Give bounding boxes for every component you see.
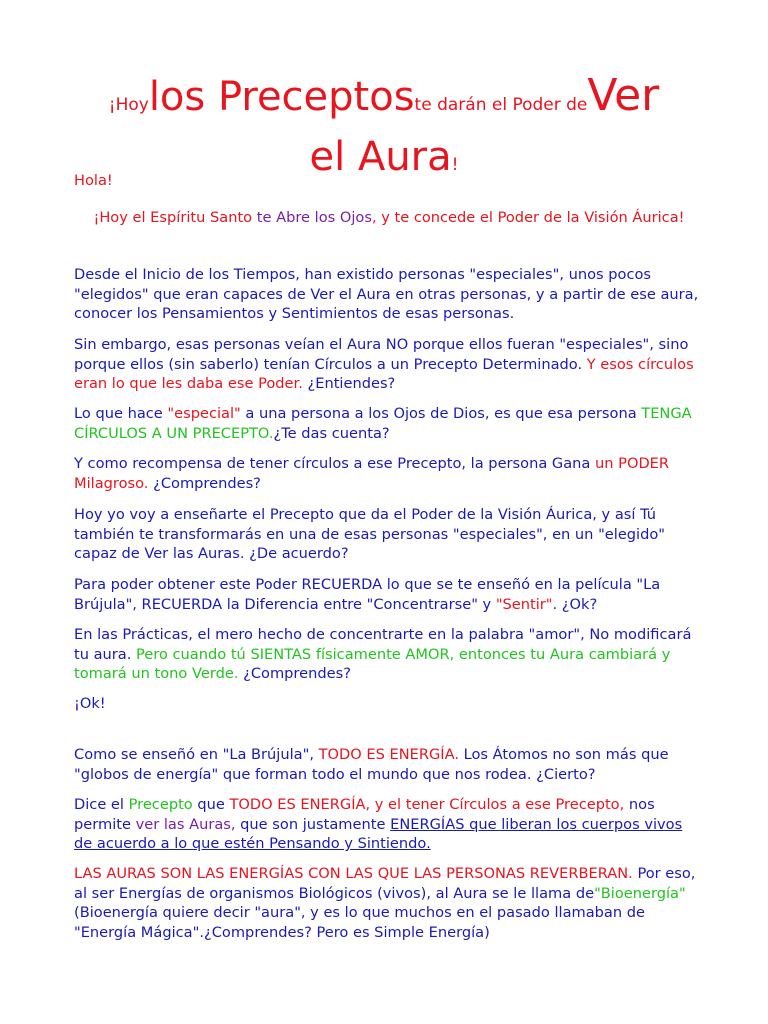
paragraph-text: Los Átomos no son más que "globos de energía" que forman todo el mundo que nos rodea. ¿Cierto?: [74, 746, 669, 783]
paragraph: Hoy yo voy a enseñarte el Precepto que da el Poder de la Visión Áurica, y así Tú también te transformarás en una de esas personas "especiales", en un "elegido" capaz de Ver las Auras. ¿De acuerdo?: [74, 506, 666, 562]
paragraph-text: que son justamente: [235, 815, 386, 833]
paragraph-text: TODO ES ENERGÍA.: [318, 746, 459, 763]
paragraph: Desde el Inicio de los Tiempos, han existido personas "especiales", unos pocos "elegidos" que eran capaces de Ver el Aura en otras personas, y a partir de ese aura, conocer los Pensamientos y Sentimientos de esas personas.: [74, 266, 699, 322]
intro-text: , y te concede: [371, 209, 476, 226]
paragraph-text: "especial": [167, 405, 241, 422]
paragraph-text: Lo que hace: [74, 405, 163, 422]
paragraph-text: nos permite: [74, 796, 655, 833]
paragraph-text: que: [192, 796, 225, 813]
paragraph-text: TODO ES ENERGÍA, y el tener Círculos a ese Precepto,: [229, 796, 625, 813]
paragraph-text: En las Prácticas, el mero hecho de concentrarte en la palabra "amor", No modificará tu aura.: [74, 626, 692, 663]
paragraph-text: ver las Auras,: [135, 815, 236, 833]
paragraph-text: "Sentir": [495, 595, 553, 613]
paragraph-text: Precepto: [128, 796, 193, 813]
paragraph-text: ¿Comprendes?: [238, 665, 351, 682]
title-part: te darán el Poder de: [414, 95, 588, 115]
intro-paragraph: [74, 208, 704, 228]
paragraph-text: ¿Te das cuenta?: [273, 424, 390, 442]
paragraph-text: Para poder obtener este Poder RECUERDA lo que se te enseñó en la película "La Brújula", RECUERDA la Diferencia entre "Concentrarse" y: [74, 576, 661, 613]
ok-line: ¡Ok!: [74, 695, 106, 712]
paragraph-text: a una persona a los Ojos de Dios, es que esa persona: [240, 405, 637, 422]
paragraph-text: (Bioenergía quiere decir "aura", y es lo que muchos en el pasado llamaban de "Energía Mágica".¿Comprendes? Pero es Simple Energía): [74, 904, 646, 941]
paragraph-text: Como se enseñó en "La Brújula",: [74, 746, 314, 763]
paragraph-text: Por eso, al ser Energías de organismos Biológicos (vivos), al Aura se le llama de: [74, 865, 696, 902]
paragraph: [74, 575, 704, 614]
title-part: !: [451, 155, 459, 175]
paragraph-text: Y como recompensa de tener círculos a ese Precepto, la persona Gana: [74, 455, 591, 472]
title-part: Ver: [587, 70, 660, 121]
title-part: ¡Hoy: [108, 95, 149, 115]
intro-text: te Abre los Ojos: [256, 209, 372, 226]
paragraph-text: Sin embargo, esas personas veían el Aura NO porque ellos fueran "especiales", sino porque ellos (sin saberlo) tenían Círculos a un Precepto Determinado.: [74, 336, 689, 373]
paragraph: [74, 864, 704, 942]
paragraph-text: ¿Entiendes?: [302, 375, 396, 392]
paragraph: [74, 745, 704, 784]
title-part: los Preceptos: [148, 74, 415, 120]
paragraph-text: LAS AURAS SON LAS ENERGÍAS CON LAS QUE LAS PERSONAS REVERBERAN.: [74, 865, 633, 882]
paragraph: [74, 795, 704, 854]
intro-text: ¡Hoy el Espíritu Santo: [93, 209, 253, 226]
paragraph-text: ¿Comprendes?: [148, 474, 261, 492]
paragraph: [74, 454, 704, 493]
paragraph-text: Pero cuando tú SIENTAS físicamente AMOR, entonces tu Aura cambiará y tomará un tono Verde.: [74, 645, 671, 682]
paragraph-text: "Bioenergía": [594, 884, 686, 902]
paragraph-text: Dice el: [74, 796, 124, 813]
paragraph: [74, 404, 704, 443]
paragraph-text: ENERGÍAS que liberan los cuerpos vivos de acuerdo a lo que estén Pensando y Sintiendo.: [74, 815, 683, 852]
title-part: el Aura: [309, 134, 452, 180]
greeting: Hola!: [74, 172, 113, 189]
paragraph-text: un PODER Milagroso.: [74, 455, 670, 492]
paragraph-text: . ¿Ok?: [552, 595, 598, 613]
paragraph-text: TENGA CÍRCULOS A UN PRECEPTO.: [74, 405, 692, 442]
intro-text: el Poder de la Visión Áurica!: [479, 209, 685, 226]
paragraph-text: Y esos círculos eran lo que les daba ese Poder.: [74, 355, 694, 392]
paragraph: [74, 625, 704, 684]
paragraph: [74, 335, 704, 394]
